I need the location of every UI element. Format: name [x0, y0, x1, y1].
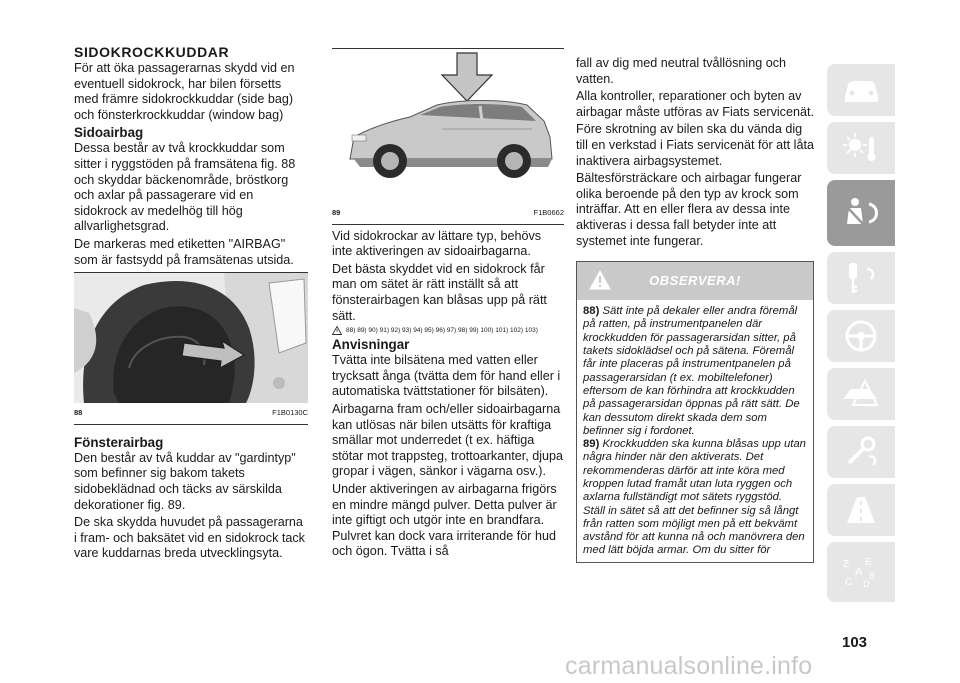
note-text: Krockkudden ska kunna blåsas upp utan några hinder när den aktiverats. Det rekommenderas därför att inte köra med kroppen lutad framåt utan luta ryggen och axlarna fullständigt mot sätets ryggstöd. Ställ in sätet så att det befinner sig så långt från ratten som möjligt men på ett bekvämt avstånd för att kunna nå och manövrera den med lätt böjda armar. Om du sitter för	[583, 438, 806, 557]
chapter-tab-dashboard[interactable]	[827, 64, 895, 116]
subheading-anvisningar: Anvisningar	[332, 337, 410, 353]
note-number: 89)	[583, 438, 600, 451]
seat-airbag-illustration	[74, 273, 308, 403]
paragraph: Dessa består av två krockkuddar som sitter i ryggstöden på framsätena fig. 88 och skyddar bäckenområde, bröstkorg och axlar på passagerare vid en sidokrock av medelhög till hög allvarlighetsgrad.	[74, 141, 296, 234]
paragraph: Airbagarna fram och/eller sidoairbagarna kan utlösas när bilen utsätts för kraftiga smällar mot underredet (t ex. häftiga stötar mot trappsteg, trottoarkanter, djupa gropar i vägen, sänkor i vägarna osv.).	[332, 401, 564, 479]
svg-text:D: D	[863, 579, 870, 589]
figure-88	[74, 272, 308, 425]
chapter-tab-emergency[interactable]	[827, 368, 895, 420]
figure-89	[332, 48, 564, 225]
figure-number: 88	[74, 408, 83, 418]
paragraph: Den består av två kuddar av "gardintyp" som befinner sig bakom takets sidobeklädnad och täcks av särskilda dekorationer fig. 89.	[74, 450, 296, 512]
figure-caption	[332, 203, 564, 225]
note-text: Sätt inte på dekaler eller andra föremål på ratten, på instrumentpanelen där krockkudden för passagerarsidan sitter, på takets sidoklädsel och på sätena. Föremål får inte placeras på instrumentpanelen på passagerarsidan (t ex. mobiltelefoner) eftersom de kan förhindra att krockkudden på passagerarsidan öppnas på rätt sätt. De kan dessutom direkt skada dem som befinner sig i fordonet.	[583, 305, 800, 437]
column-middle	[332, 44, 564, 562]
chapter-tab-climate[interactable]	[827, 122, 895, 174]
paragraph: De ska skydda huvudet på passagerarna i fram- och baksätet vid en sidokrock tack vare kuddarnas breda utvecklingsyta.	[74, 515, 305, 561]
chapter-tab-driving[interactable]	[827, 310, 895, 362]
paragraph: De markeras med etiketten "AIRBAG" som är fastsydd på framsätenas utsida.	[74, 236, 294, 267]
figure-number: 89	[332, 208, 341, 217]
road-map-icon	[839, 491, 883, 529]
subheading-sidoairbag: Sidoairbag	[74, 125, 144, 141]
subheading-fonsterairbag: Fönsterairbag	[74, 434, 164, 450]
chapter-sidebar	[827, 64, 895, 612]
warning-triangle-icon	[589, 270, 611, 290]
note-number: 88)	[583, 305, 600, 318]
paragraph: Före skrotning av bilen ska du vända dig till en verkstad i Fiats servicenät för att låta inaktivera airbagsystemet.	[576, 122, 814, 168]
warning-triangle-icon	[332, 326, 342, 335]
paragraph: Alla kontroller, reparationer och byten av airbagar måste utföras av Fiats servicenät.	[576, 89, 814, 119]
chapter-tab-technical[interactable]	[827, 484, 895, 536]
steering-wheel-icon	[839, 317, 883, 355]
chapter-tab-maintenance[interactable]	[827, 426, 895, 478]
column-left	[74, 44, 308, 564]
alphabet-index-icon	[839, 553, 883, 591]
reference-list: 88) 89) 90) 91) 92) 93) 94) 95) 96) 97) 98) 99) 100) 101) 102) 103)	[346, 327, 538, 335]
car-dashboard-icon	[839, 71, 883, 109]
chapter-tab-safety[interactable]	[827, 180, 895, 246]
warning-box	[576, 261, 814, 563]
paragraph: För att öka passagerarnas skydd vid en eventuell sidokrock, har bilen försetts med främre sidokrockkuddar (side bag) och fönsterkrockkuddar (window bag)	[74, 61, 295, 122]
paragraph: Under aktiveringen av airbagarna frigörs en mindre mängd pulver. Detta pulver är inte giftigt och utgör inte en brandfara. Pulvret kan dock vara irriterande för hud och ögon. Tvätta i så	[332, 481, 557, 559]
svg-text:Z: Z	[843, 559, 850, 570]
wrench-service-icon	[839, 433, 883, 471]
warning-crash-icon	[839, 375, 883, 413]
section-title: SIDOKROCKKUDDAR	[74, 44, 230, 60]
key-start-icon	[839, 259, 883, 297]
warning-title: OBSERVERA!	[649, 273, 741, 289]
page-number: 103	[842, 634, 868, 651]
paragraph: Tvätta inte bilsätena med vatten eller trycksatt ånga (tvätta dem för hand eller i automatiska tvättstationer för bilsäten).	[332, 353, 561, 399]
paragraph: Vid sidokrockar av lättare typ, behövs inte aktiveringen av sidoairbagarna.	[332, 228, 542, 259]
seatbelt-person-icon	[839, 194, 883, 232]
warning-box-header	[577, 262, 813, 300]
svg-text:B: B	[869, 571, 876, 581]
chapter-tab-starting[interactable]	[827, 252, 895, 304]
warning-body	[577, 300, 813, 562]
car-side-illustration	[332, 49, 564, 203]
column-right	[576, 56, 814, 563]
svg-text:C: C	[845, 577, 853, 588]
figure-code: F1B0130C	[272, 408, 308, 418]
paragraph: Bältesförsträckare och airbagar fungerar olika beroende på den typ av krock som inträffar. Att en eller flera av dessa inte aktiveras i dessa fall betyder inte att systemet inte fungerar.	[576, 171, 802, 248]
svg-text:E: E	[865, 557, 872, 568]
svg-text:A: A	[855, 566, 863, 578]
figure-code: F1B0662	[533, 208, 564, 217]
figure-caption	[74, 403, 308, 425]
paragraph: fall av dig med neutral tvållösning och vatten.	[576, 56, 787, 86]
watermark: carmanualsonline.info	[565, 652, 813, 680]
paragraph: Det bästa skyddet vid en sidokrock får man om sätet är rätt inställt så att fönsterairbagen kan blåsas upp på rätt sätt.	[332, 261, 547, 323]
sun-temperature-icon	[839, 129, 883, 167]
warning-references	[332, 326, 564, 336]
chapter-tab-index[interactable]	[827, 542, 895, 602]
